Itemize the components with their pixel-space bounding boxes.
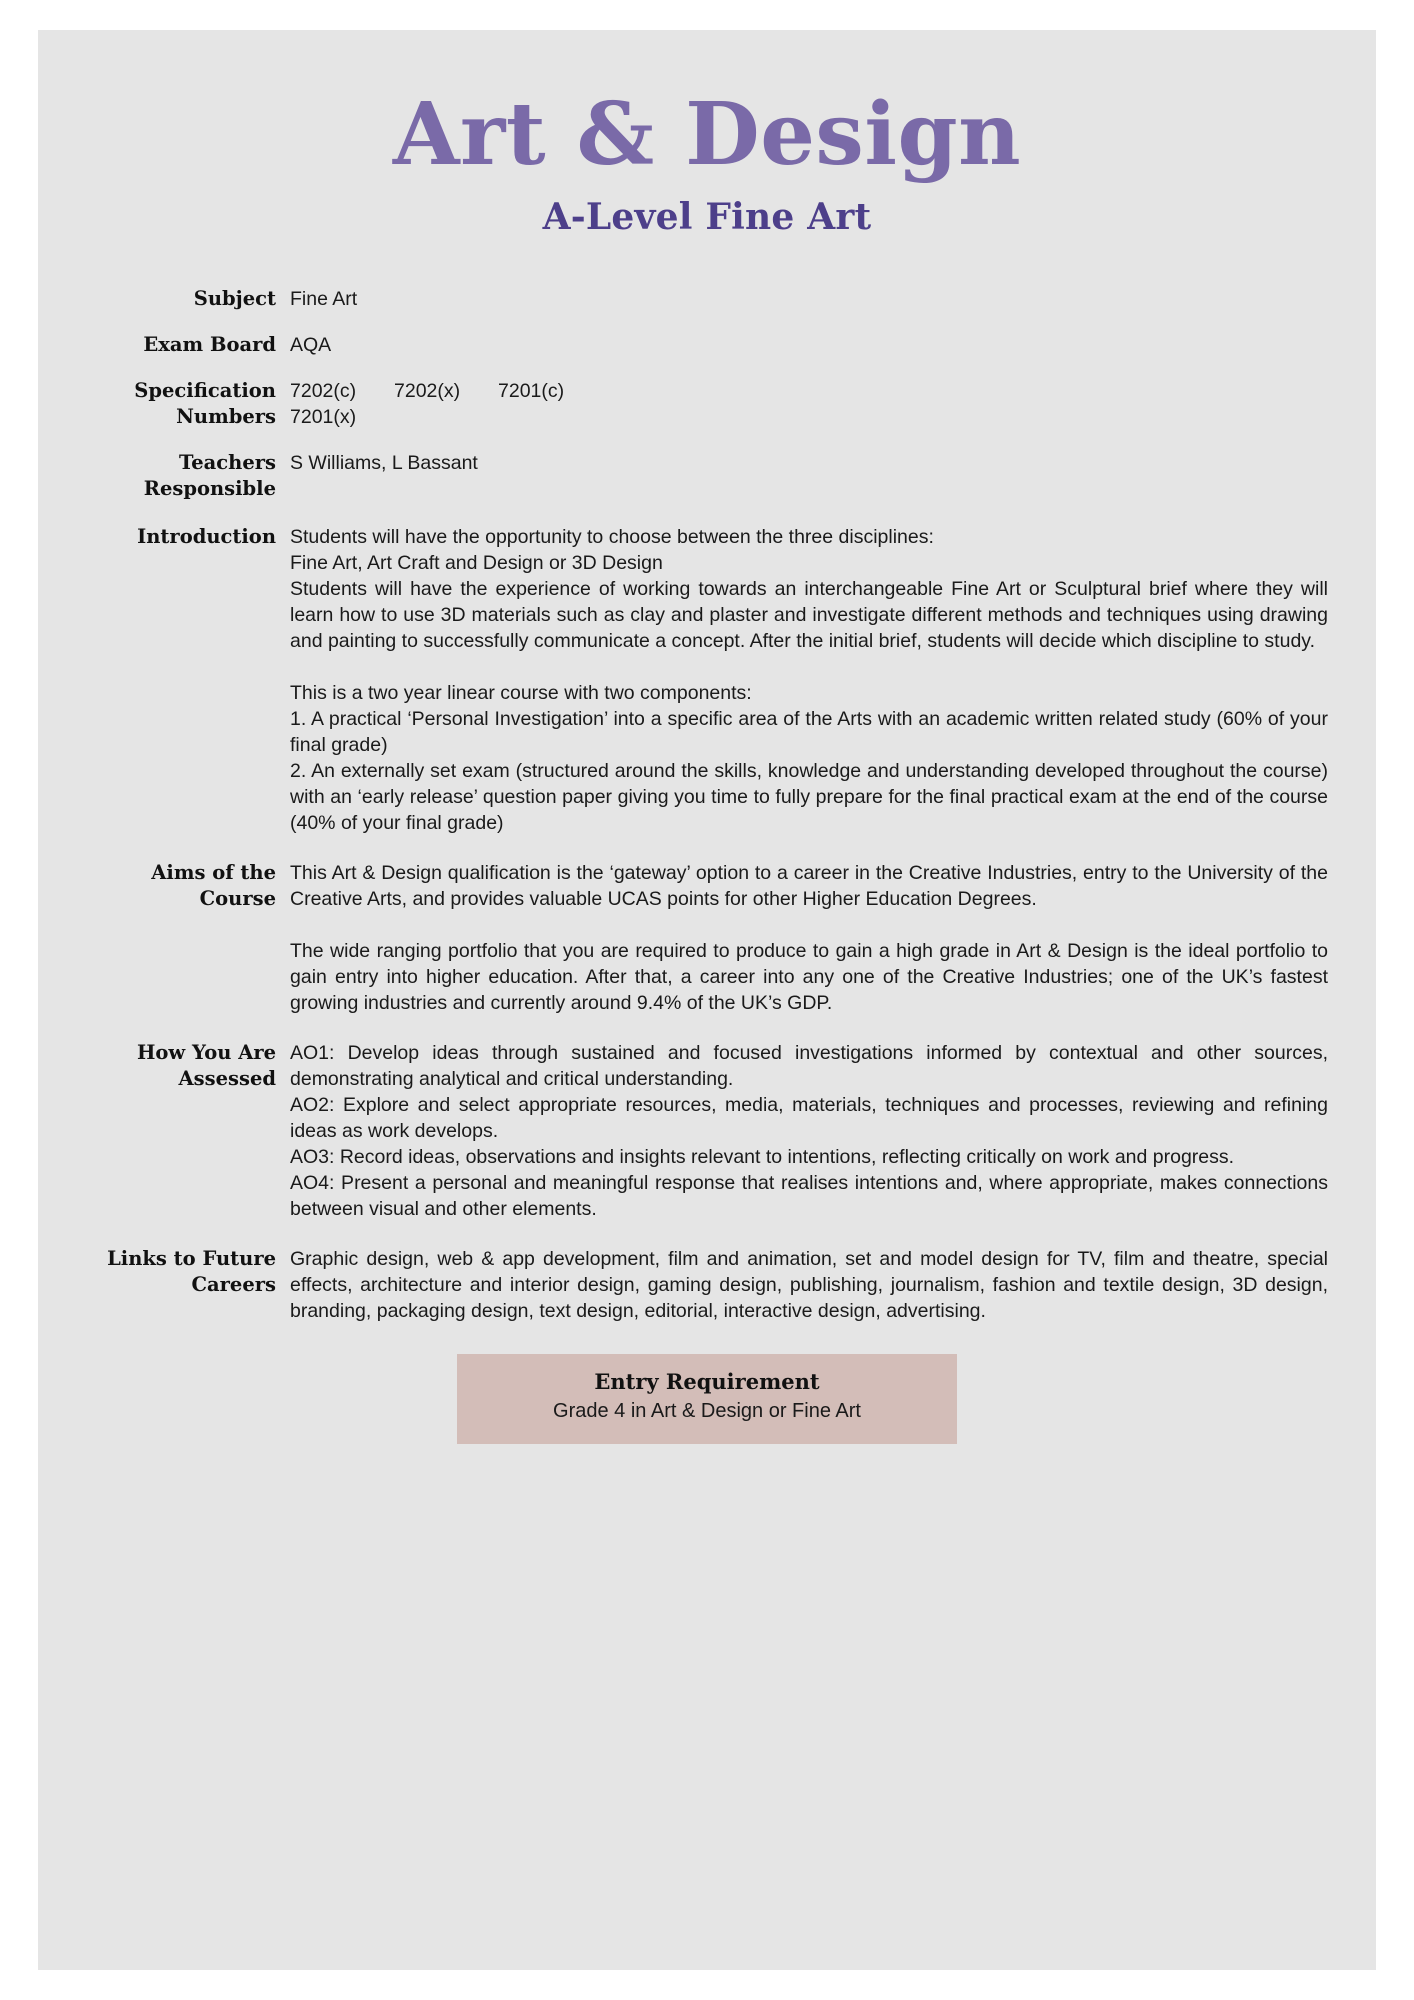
aims-para-2: The wide ranging portfolio that you are required to produce to gain a high grade in Art & Design is the ideal portfolio to gain entry into higher education. After that, a career into any one of the Creative Industries; one of the UK’s fastest growing industries and currently around 9.4% of the UK’s GDP. (290, 940, 1328, 1014)
spec-label-line-2: Numbers (176, 405, 276, 428)
field-value-subject (290, 286, 1376, 312)
assessment-objective-ao4: AO4: Present a personal and meaningful response that realises intentions and, where appropriate, makes connections between visual and other elements. (290, 1172, 1328, 1220)
spec-codes-line-1 (290, 378, 1328, 404)
spec-codes-line-2 (290, 404, 1328, 430)
field-value-teachers-responsible (290, 450, 1376, 476)
aims-label-line-2: Course (199, 887, 276, 910)
field-label-exam-board: Exam Board (143, 333, 276, 356)
field-label-specification-numbers (38, 378, 290, 430)
field-value-specification-numbers (290, 378, 1376, 430)
page-title: Art & Design (392, 84, 1022, 185)
field-value-introduction (290, 524, 1376, 836)
page-subtitle: A-Level Fine Art (542, 196, 872, 238)
field-value-links-to-future-careers (290, 1246, 1376, 1324)
field-label-subject: Subject (193, 287, 276, 310)
careers-value: Graphic design, web & app development, film and animation, set and model design for TV, film and theatre, special effects, architecture and interior design, gaming design, publishing, journalism, fashion and textile design, 3D design, branding, packaging design, text design, editorial, interactive design, advertising. (290, 1248, 1328, 1322)
field-label-links-to-future-careers (38, 1246, 290, 1298)
spec-code: 7201(c) (498, 380, 565, 402)
entry-requirement-title: Entry Requirement (594, 1369, 820, 1394)
assessment-objective-ao2: AO2: Explore and select appropriate resources, media, materials, techniques and processes, reviewing and refining ideas as work develops. (290, 1094, 1328, 1142)
spec-code: 7202(c) (290, 380, 357, 402)
entry-requirement-section (38, 1354, 1376, 1444)
introduction-para2: Students will have the experience of working towards an interchangeable Fine Art or Sculptural brief where they will learn how to use 3D materials such as clay and plaster and investigate different methods and techniques using drawing and painting to successfully communicate a concept. After the initial brief, students will decide which discipline to study. (290, 578, 1328, 652)
paragraph-gap (290, 912, 1328, 938)
subject-value: Fine Art (290, 288, 358, 310)
spec-code: 7201(x) (290, 406, 357, 428)
assessment-objective-ao1: AO1: Develop ideas through sustained and focused investigations informed by contextual and other sources, demonstrating analytical and critical understanding. (290, 1042, 1328, 1090)
field-row-specification-numbers (38, 378, 1376, 430)
field-value-aims-of-the-course (290, 860, 1376, 1016)
field-row-teachers-responsible (38, 450, 1376, 502)
entry-requirement-box (457, 1354, 957, 1444)
introduction-component-2: 2. An externally set exam (structured around the skills, knowledge and understanding developed throughout the course) with an ‘early release’ question paper giving you time to fully prepare for the final practical exam at the end of the course (40% of your final grade) (290, 760, 1328, 834)
field-row-how-you-are-assessed (38, 1040, 1376, 1222)
introduction-para1-line1: Students will have the opportunity to choose between the three disciplines: (290, 526, 934, 548)
field-row-links-to-future-careers (38, 1246, 1376, 1324)
teachers-value: S Williams, L Bassant (290, 452, 478, 474)
document-page (38, 30, 1376, 1970)
introduction-para1-line2: Fine Art, Art Craft and Design or 3D Design (290, 552, 663, 574)
introduction-components-heading: This is a two year linear course with two components: (290, 682, 752, 704)
field-value-how-you-are-assessed (290, 1040, 1376, 1222)
spec-code: 7202(x) (394, 380, 461, 402)
spec-label-line-1: Specification (134, 379, 276, 402)
exam-board-value: AQA (290, 334, 332, 356)
document-header (38, 30, 1376, 238)
field-value-exam-board (290, 332, 1376, 358)
field-label-aims-of-the-course (38, 860, 290, 912)
teachers-label-line-1: Teachers (178, 451, 276, 474)
assessed-label-line-1: How You Are (136, 1041, 276, 1064)
entry-requirement-text: Grade 4 in Art & Design or Fine Art (553, 1400, 861, 1422)
field-row-exam-board (38, 332, 1376, 358)
field-label-teachers-responsible (38, 450, 290, 502)
careers-label-line-1: Links to Future (107, 1247, 276, 1270)
careers-label-line-2: Careers (191, 1273, 276, 1296)
field-list (38, 286, 1376, 1324)
teachers-label-line-2: Responsible (143, 477, 276, 500)
field-row-introduction (38, 524, 1376, 836)
field-label-introduction: Introduction (137, 525, 276, 548)
aims-para-1: This Art & Design qualification is the ‘gateway’ option to a career in the Creative Industries, entry to the University of the Creative Arts, and provides valuable UCAS points for other Higher Education Degrees. (290, 862, 1328, 910)
field-label-how-you-are-assessed (38, 1040, 290, 1092)
aims-label-line-1: Aims of the (151, 861, 276, 884)
assessed-label-line-2: Assessed (178, 1067, 276, 1090)
introduction-component-1: 1. A practical ‘Personal Investigation’ into a specific area of the Arts with an academic written related study (60% of your final grade) (290, 708, 1328, 756)
field-row-aims-of-the-course (38, 860, 1376, 1016)
paragraph-gap (290, 654, 1328, 680)
field-row-subject (38, 286, 1376, 312)
assessment-objective-ao3: AO3: Record ideas, observations and insights relevant to intentions, reflecting critically on work and progress. (290, 1146, 1235, 1168)
